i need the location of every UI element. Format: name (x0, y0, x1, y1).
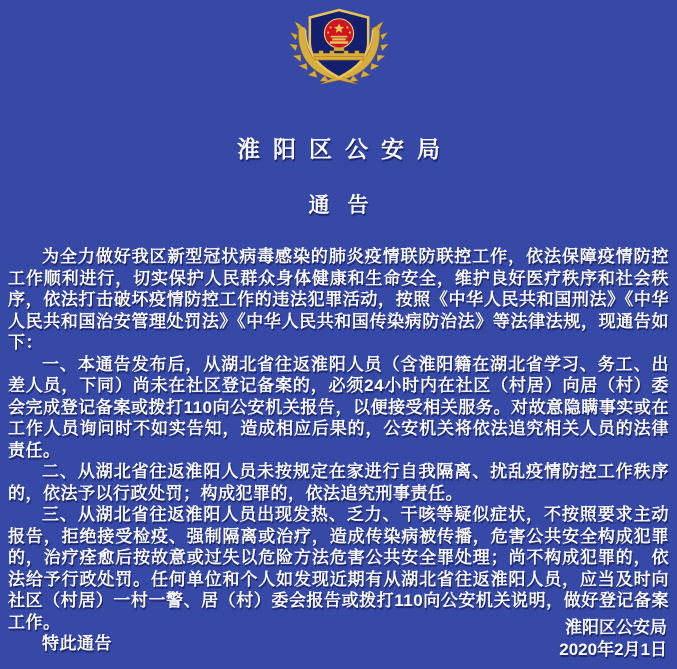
signature-agency: 淮阳区公安局 (565, 618, 667, 637)
emblem-container (0, 0, 677, 87)
agency-title: 淮阳区公安局 (237, 136, 453, 162)
signature-block (559, 617, 667, 661)
paragraph-intro: 为全力做好我区新型冠状病毒感染的肺炎疫情联防联控工作，依法保障疫情防控工作顺利进行，切实保护人民群众身体健康和生命安全，维护良好医疗秩序和社会秩序，依法打击破坏疫情防控工作的违法犯罪活动，按照《中华人民共和国刑法》《中华人民共和国治安管理处罚法》《中华人民共和国传染病防治法》等法律法规，现通告如下： (8, 247, 669, 352)
paragraph-item-2: 二、从湖北省往返淮阳人员未按规定在家进行自我隔离、扰乱疫情防控工作秩序的，依法予以行政处罚；构成犯罪的，依法追究刑事责任。 (8, 462, 669, 503)
notice-body (0, 246, 677, 655)
paragraph-item-1: 一、本通告发布后，从湖北省往返淮阳人员（含淮阳籍在湖北省学习、务工、出差人员，下同）尚未在社区登记备案的，必须24小时内在社区（村居）向居（村）委会完成登记备案或拨打110向公安机关报告，以便接受相关服务。对故意隐瞒事实或在工作人员询问时不如实告知，造成相应后果的，公安机关将依法追究相关人员的法律责任。 (8, 354, 669, 460)
closing-statement: 特此通告 (42, 634, 112, 653)
signature-date: 2020年2月1日 (559, 640, 667, 659)
paragraph-item-3: 三、从湖北省往返淮阳人员出现发热、乏力、干咳等疑似症状，不按照要求主动报告，拒绝接受检疫、强制隔离或治疗，造成传染病被传播，危害公共安全构成犯罪的，治疗痊愈后按故意或过失以危险方法危害公共安全罪处理；尚不构成犯罪的，依法给予行政处罚。任何单位和个人如发现近期有从湖北省往返淮阳人员，应当及时向社区（村居）一村一警、居（村）委会报告或拨打110向公安机关说明，做好登记备案工作。 (8, 505, 669, 632)
doc-type-title: 通告 (308, 194, 387, 217)
police-badge-icon (273, 5, 405, 85)
